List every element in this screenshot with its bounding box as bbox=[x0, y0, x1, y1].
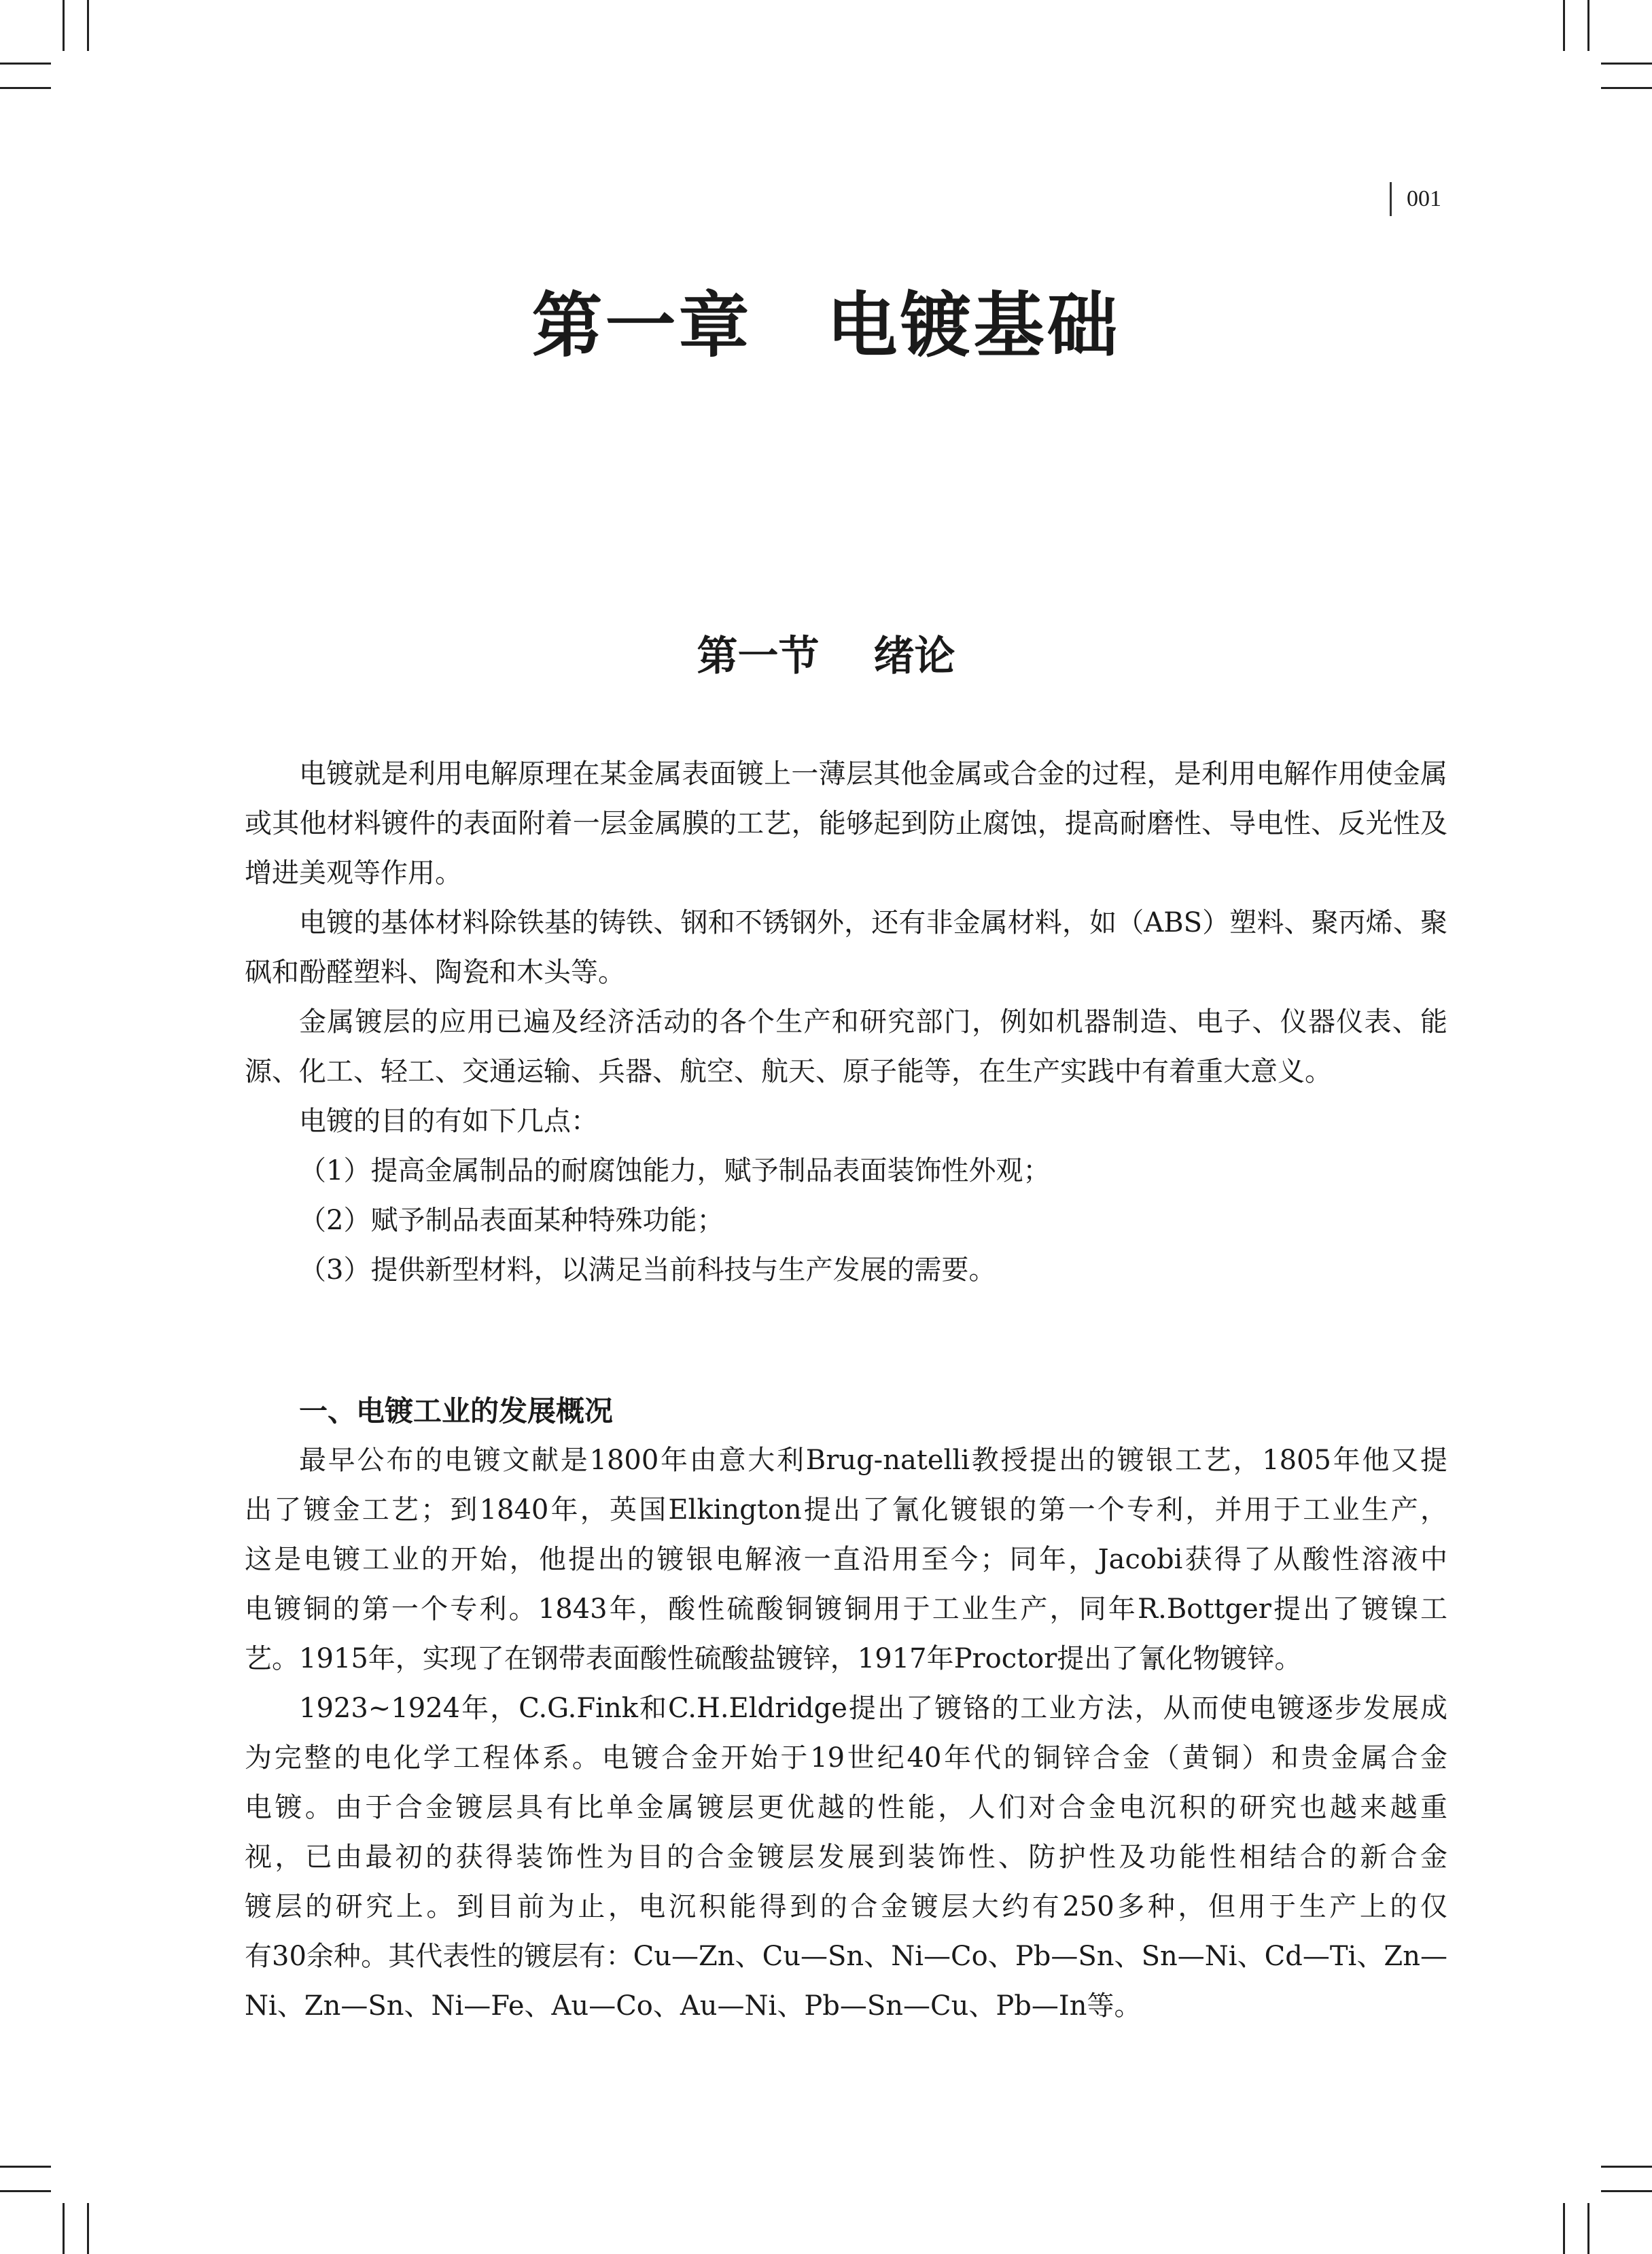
list-item: （3）提供新型材料，以满足当前科技与生产发展的需要。 bbox=[299, 1254, 996, 1286]
crop-mark bbox=[0, 2190, 51, 2192]
subsection-heading: 一、电镀工业的发展概况 bbox=[299, 1394, 614, 1428]
page-number: 001 bbox=[1390, 182, 1441, 216]
text-line: 这是电镀工业的开始，他提出的镀银电解液一直沿用至今；同年，Jacobi获得了从酸性溶液中 bbox=[245, 1544, 1447, 1575]
text-line: 为完整的电化学工程体系。电镀合金开始于19世纪40年代的铜锌合金（黄铜）和贵金属合金 bbox=[245, 1742, 1447, 1774]
text-line: 有30余种。其代表性的镀层有：Cu—Zn、Cu—Sn、Ni—Co、Pb—Sn、Sn—Ni、Cd—Ti、Zn— bbox=[245, 1941, 1447, 1972]
chapter-title bbox=[0, 268, 1652, 370]
crop-mark bbox=[0, 2166, 51, 2168]
section-name: 绪论 bbox=[873, 633, 955, 680]
crop-mark bbox=[0, 87, 51, 89]
text-line: 视，已由最初的获得装饰性为目的合金镀层发展到装饰性、防护性及功能性相结合的新合金 bbox=[245, 1842, 1447, 1873]
crop-mark bbox=[1601, 87, 1652, 89]
crop-mark bbox=[63, 0, 65, 51]
paragraph: 电镀的基体材料除铁基的铸铁、钢和不锈钢外，还有非金属材料，如（ABS）塑料、聚丙烯、聚砜和酚醛塑料、陶瓷和木头等。 bbox=[245, 907, 1447, 988]
crop-mark bbox=[1563, 2203, 1565, 2254]
section-label: 第一节 bbox=[697, 633, 820, 680]
crop-mark bbox=[1587, 0, 1589, 51]
paragraph: 电镀的目的有如下几点： bbox=[299, 1106, 598, 1137]
section-title bbox=[0, 624, 1652, 682]
intro-body bbox=[245, 750, 1447, 1295]
text-line: Ni、Zn—Sn、Ni—Fe、Au—Co、Au—Ni、Pb—Sn—Cu、Pb—In等。 bbox=[245, 1990, 1142, 2022]
crop-mark bbox=[1587, 2203, 1589, 2254]
crop-mark bbox=[87, 0, 89, 51]
crop-mark bbox=[1563, 0, 1565, 51]
paragraph: 电镀就是利用电解原理在某金属表面镀上一薄层其他金属或合金的过程，是利用电解作用使金属或其他材料镀件的表面附着一层金属膜的工艺，能够起到防止腐蚀，提高耐磨性、导电性、反光性及增进美观等作用。 bbox=[245, 758, 1447, 889]
text-line: 艺。1915年，实现了在钢带表面酸性硫酸盐镀锌，1917年Proctor提出了氰化物镀锌。 bbox=[245, 1643, 1302, 1674]
list-item: （1）提高金属制品的耐腐蚀能力，赋予制品表面装饰性外观； bbox=[299, 1155, 1051, 1186]
crop-mark bbox=[87, 2203, 89, 2254]
list-item: （2）赋予制品表面某种特殊功能； bbox=[299, 1205, 724, 1236]
crop-mark bbox=[63, 2203, 65, 2254]
text-line: 1923~1924年，C.G.Fink和C.H.Eldridge提出了镀铬的工业方法，从而使电镀逐步发展成 bbox=[299, 1693, 1447, 1724]
chapter-name: 电镀基础 bbox=[826, 284, 1121, 367]
text-line: 电镀。由于合金镀层具有比单金属镀层更优越的性能，人们对合金电沉积的研究也越来越重 bbox=[245, 1792, 1447, 1823]
crop-mark bbox=[1601, 2166, 1652, 2168]
crop-mark bbox=[1601, 63, 1652, 65]
crop-mark bbox=[0, 63, 51, 65]
text-line: 镀层的研究上。到目前为止，电沉积能得到的合金镀层大约有250多种，但用于生产上的仅 bbox=[245, 1891, 1447, 1922]
chapter-label: 第一章 bbox=[531, 284, 752, 367]
crop-mark bbox=[1601, 2190, 1652, 2192]
history-body bbox=[245, 1386, 1447, 2031]
text-line: 电镀铜的第一个专利。1843年，酸性硫酸铜镀铜用于工业生产，同年R.Bottger提出了镀镍工 bbox=[245, 1593, 1447, 1625]
text-line: 出了镀金工艺；到1840年，英国Elkington提出了氰化镀银的第一个专利，并用于工业生产， bbox=[245, 1494, 1447, 1526]
text-line: 最早公布的电镀文献是1800年由意大利Brug-natelli教授提出的镀银工艺，1805年他又提 bbox=[299, 1445, 1447, 1476]
paragraph: 金属镀层的应用已遍及经济活动的各个生产和研究部门，例如机器制造、电子、仪器仪表、能源、化工、轻工、交通运输、兵器、航空、航天、原子能等，在生产实践中有着重大意义。 bbox=[245, 1006, 1447, 1087]
